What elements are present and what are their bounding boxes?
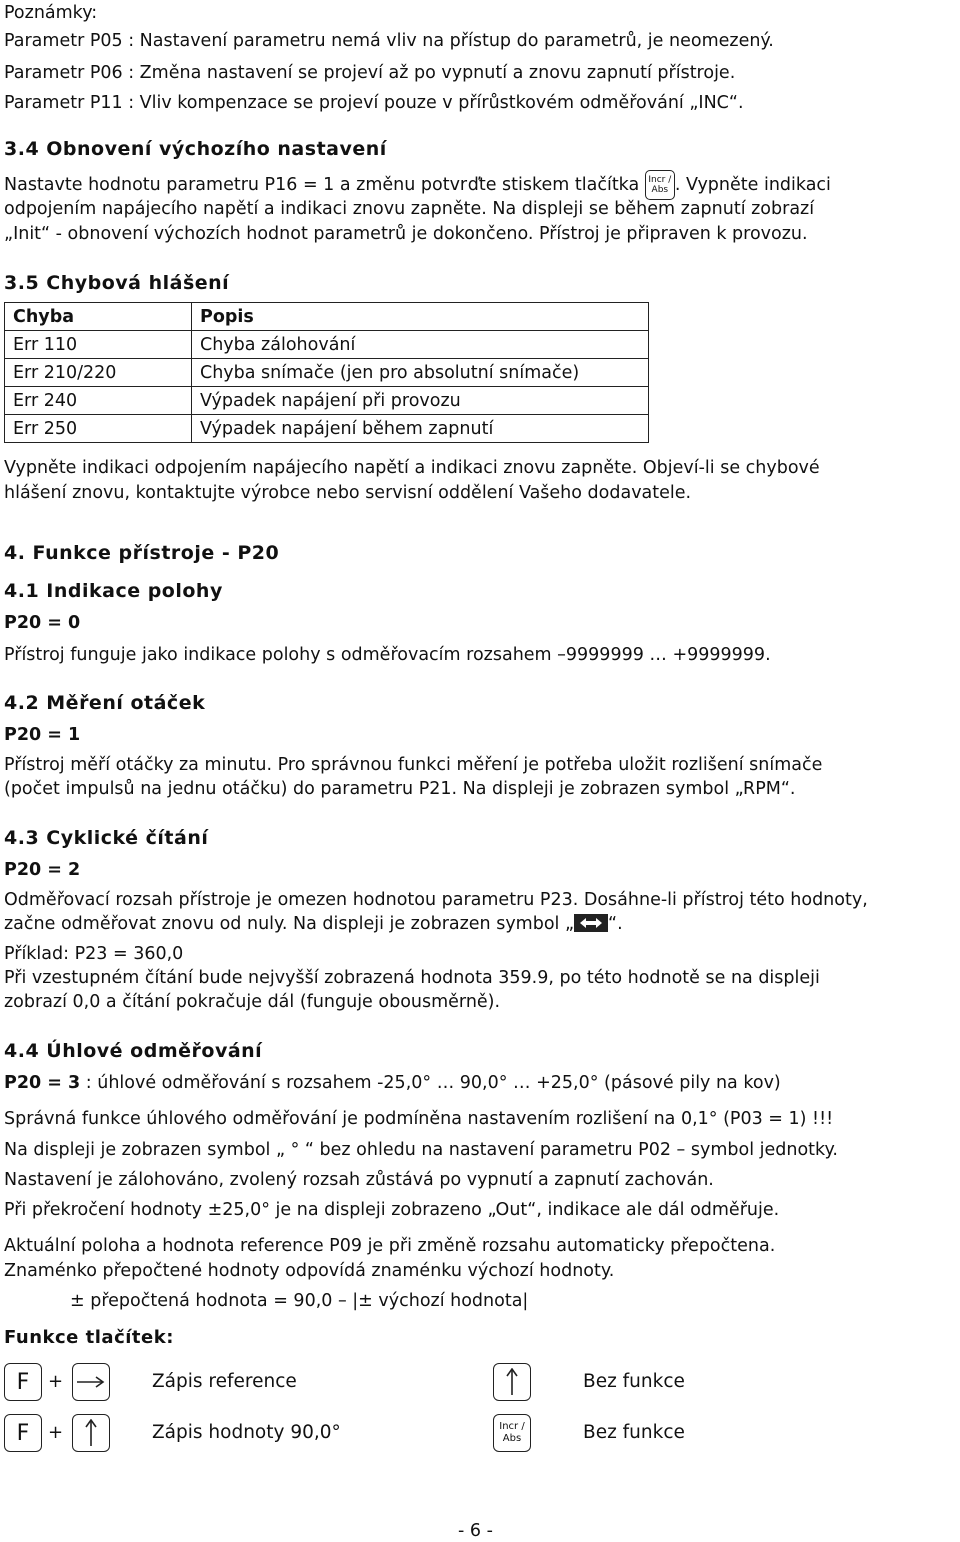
table-row [5, 415, 649, 443]
paragraph-line: Nastavení je zálohováno, zvolený rozsah zůstává po vypnutí a zapnutí zachován. [4, 1170, 714, 1190]
error-description: Výpadek napájení při provozu [192, 387, 649, 415]
functions-heading: Funkce tlačítek: [4, 1327, 174, 1348]
p20-value: P20 = 1 [4, 725, 81, 745]
text: : úhlové odměřování s rozsahem -25,0° … 90,0° … +25,0° (pásové pily na kov) [80, 1073, 781, 1093]
section-heading: 4.2 Měření otáček [4, 692, 206, 714]
paragraph-line: Přístroj funguje jako indikace polohy s odměřovacím rozsahem –9999999 … +9999999. [4, 645, 771, 665]
key-label: Incr / [499, 1421, 525, 1432]
key-label: Incr / [648, 175, 672, 185]
paragraph-line: odpojením napájecího napětí a indikaci znovu zapněte. Na displeji se během zapnutí zobrazí [4, 199, 815, 219]
up-arrow-icon [84, 1419, 98, 1447]
key-label: F [16, 1369, 30, 1395]
paragraph-line: „Init“ - obnovení výchozích hodnot parametrů je dokončeno. Přístroj je připraven k provozu. [4, 224, 808, 244]
p20-value: P20 = 2 [4, 860, 81, 880]
paragraph-line: Správná funkce úhlového odměřování je podmíněna nastavením rozlišení na 0,1° (P03 = 1) !!! [4, 1109, 834, 1129]
up-arrow-key-icon [493, 1363, 531, 1401]
note-line: Parametr P05 : Nastavení parametru nemá vliv na přístup do parametrů, je neomezený. [4, 31, 774, 51]
error-code: Err 240 [5, 387, 192, 415]
error-code: Err 250 [5, 415, 192, 443]
chapter-heading: 4. Funkce přístroje - P20 [4, 542, 280, 564]
function-label: Bez funkce [583, 1371, 685, 1392]
paragraph-line [4, 913, 623, 935]
p20-value: P20 = 0 [4, 613, 81, 633]
f-key-icon [4, 1414, 42, 1452]
error-description: Výpadek napájení během zapnutí [192, 415, 649, 443]
plus-sign: + [48, 1371, 64, 1392]
section-heading: 4.1 Indikace polohy [4, 580, 223, 602]
paragraph-line [4, 1072, 781, 1094]
p20-value: P20 = 3 [4, 1073, 81, 1093]
function-label: Bez funkce [583, 1422, 685, 1443]
formula-line: ± přepočtená hodnota = 90,0 – |± výchozí hodnota| [70, 1291, 529, 1311]
key-label: Abs [651, 185, 669, 195]
paragraph-line: Při vzestupném čítání bude nejvyšší zobrazená hodnota 359.9, po této hodnotě se na displeji [4, 968, 820, 988]
column-header: Chyba [5, 303, 192, 331]
function-label: Zápis hodnoty 90,0° [152, 1422, 341, 1443]
up-arrow-icon [505, 1368, 519, 1396]
paragraph-line: hlášení znovu, kontaktujte výrobce nebo servisní oddělení Vašeho dodavatele. [4, 483, 692, 503]
paragraph-line: Vypněte indikaci odpojením napájecího napětí a indikaci znovu zapněte. Objeví-li se chybové [4, 458, 820, 478]
key-label: Abs [502, 1433, 522, 1444]
example-line: Příklad: P23 = 360,0 [4, 944, 184, 964]
table-row [5, 331, 649, 359]
table-row [5, 359, 649, 387]
table-row [5, 387, 649, 415]
section-heading: 4.3 Cyklické čítání [4, 827, 209, 849]
paragraph-line: Na displeji je zobrazen symbol „ ° “ bez ohledu na nastavení parametru P02 – symbol jednotky. [4, 1140, 838, 1160]
error-code: Err 210/220 [5, 359, 192, 387]
incr-abs-key-icon [493, 1414, 531, 1452]
incr-abs-key-icon [645, 170, 675, 200]
cyclic-arrows-icon [574, 914, 608, 932]
paragraph-line [4, 170, 831, 200]
plus-sign: + [48, 1422, 64, 1443]
page-number: - 6 - [458, 1521, 493, 1541]
notes-title: Poznámky: [4, 3, 98, 23]
text: . Vypněte indikaci [674, 175, 831, 195]
right-arrow-icon [76, 1375, 106, 1389]
column-header: Popis [192, 303, 649, 331]
paragraph-line: Znaménko přepočtené hodnoty odpovídá znaménku výchozí hodnoty. [4, 1261, 615, 1281]
text: Nastavte hodnotu parametru P16 = 1 a změnu potvrďte stiskem tlačítka [4, 175, 640, 195]
error-description: Chyba zálohování [192, 331, 649, 359]
note-line: Parametr P11 : Vliv kompenzace se projeví pouze v přírůstkovém odměřování „INC“. [4, 93, 744, 113]
error-description: Chyba snímače (jen pro absolutní snímače) [192, 359, 649, 387]
paragraph-line: Přístroj měří otáčky za minutu. Pro správnou funkci měření je potřeba uložit rozlišení snímače [4, 755, 823, 775]
table-header-row [5, 303, 649, 331]
up-arrow-key-icon [72, 1414, 110, 1452]
paragraph-line: Při překročení hodnoty ±25,0° je na displeji zobrazeno „Out“, indikace ale dál odměřuje. [4, 1200, 780, 1220]
paragraph-line: Odměřovací rozsah přístroje je omezen hodnotou parametru P23. Dosáhne-li přístroj této hodnoty, [4, 890, 868, 910]
key-label: F [16, 1420, 30, 1446]
function-label: Zápis reference [152, 1371, 297, 1392]
section-heading: 3.4 Obnovení výchozího nastavení [4, 138, 387, 160]
paragraph-line: zobrazí 0,0 a čítání pokračuje dál (funguje obousměrně). [4, 992, 501, 1012]
paragraph-line: Aktuální poloha a hodnota reference P09 je při změně rozsahu automaticky přepočtena. [4, 1236, 776, 1256]
error-code: Err 110 [5, 331, 192, 359]
f-key-icon [4, 1363, 42, 1401]
error-table [4, 302, 649, 443]
note-line: Parametr P06 : Změna nastavení se projeví až po vypnutí a znovu zapnutí přístroje. [4, 63, 736, 83]
paragraph-line: (počet impulsů na jednu otáčku) do parametru P21. Na displeji je zobrazen symbol „RPM“. [4, 779, 796, 799]
text: “. [608, 914, 623, 934]
section-heading: 4.4 Úhlové odměřování [4, 1040, 263, 1062]
right-arrow-key-icon [72, 1363, 110, 1401]
text: začne odměřovat znovu od nuly. Na displeji je zobrazen symbol „ [4, 914, 575, 934]
section-heading: 3.5 Chybová hlášení [4, 272, 230, 294]
